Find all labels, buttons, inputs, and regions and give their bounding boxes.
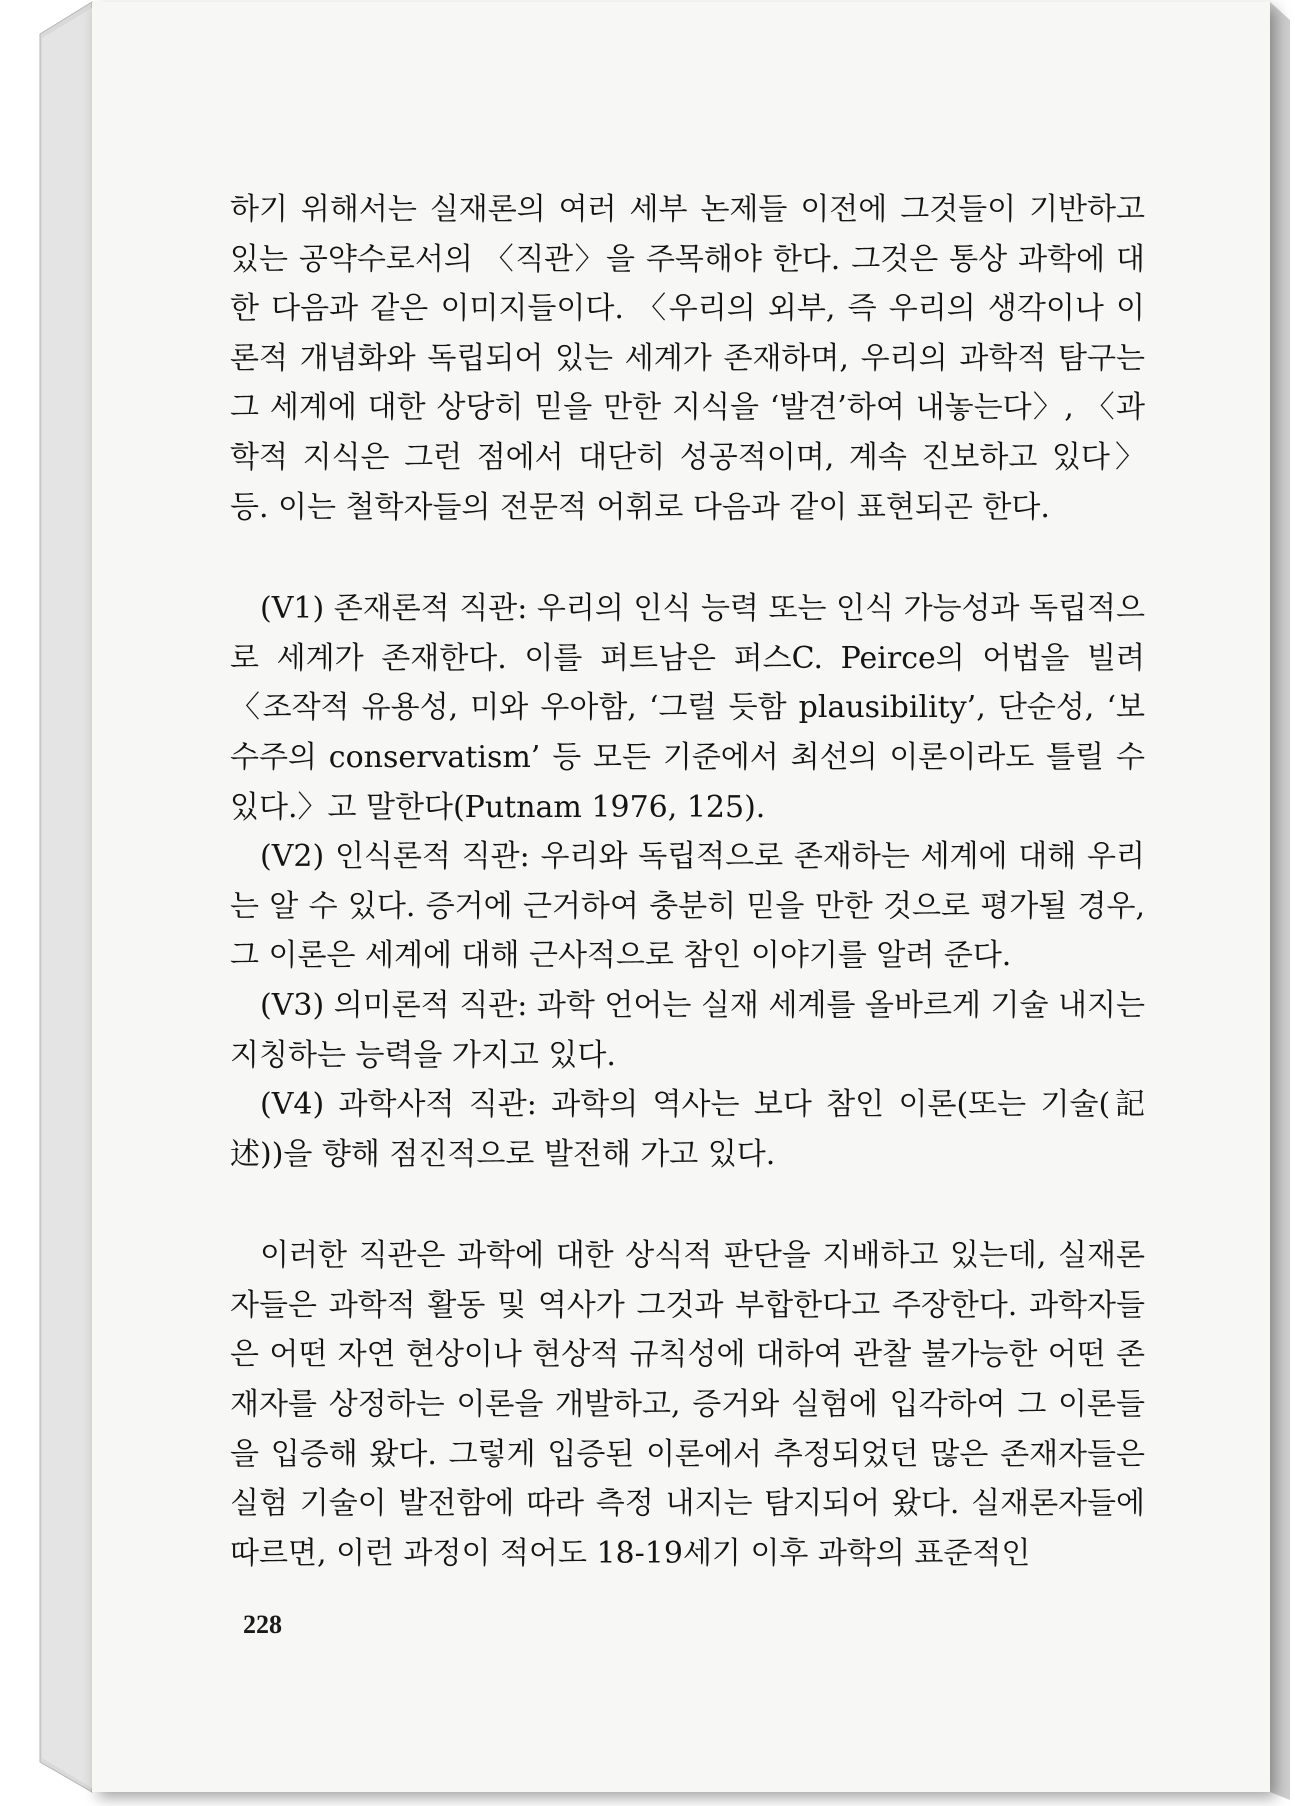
paragraph-closing: 이러한 직관은 과학에 대한 상식적 판단을 지배하고 있는데, 실재론자들은 과학적 활동 및 역사가 그것과 부합한다고 주장한다. 과학자들은 어떤 자연 현상이나 현상적 규칙성에 대하여 관찰 불가능한 어떤 존재자를 상정하는 이론을 개발하고, 증거와 실험에 입각하여 그 이론들을 입증해 왔다. 그렇게 입증된 이론에서 추정되었던 많은 존재자들은 실험 기술이 발전함에 따라 측정 내지는 탐지되어 왔다. 실재론자들에 따르면, 이런 과정이 적어도 18-19세기 이후 과학의 표준적인 xyxy=(230,1238,1145,1571)
paragraph-intro: 하기 위해서는 실재론의 여러 세부 논제들 이전에 그것들이 기반하고 있는 공약수로서의 〈직관〉을 주목해야 한다. 그것은 통상 과학에 대한 다음과 같은 이미지들이다. 〈우리의 외부, 즉 우리의 생각이나 이론적 개념화와 독립되어 있는 세계가 존재하며, 우리의 과학적 탐구는 그 세계에 대한 상당히 믿을 만한 지식을 ‘발견’하여 내놓는다〉, 〈과학적 지식은 그런 점에서 대단히 성공적이며, 계속 진보하고 있다〉 등. 이는 철학자들의 전문적 어휘로 다음과 같이 표현되곤 한다. xyxy=(230,192,1145,525)
paragraph-v3: (V3) 의미론적 직관: 과학 언어는 실재 세계를 올바르게 기술 내지는 지칭하는 능력을 가지고 있다. xyxy=(230,987,1145,1073)
paragraph-v1: (V1) 존재론적 직관: 우리의 인식 능력 또는 인식 가능성과 독립적으로 세계가 존재한다. 이를 퍼트남은 퍼스C. Peirce의 어법을 빌려 〈조작적 유용성, 미와 우아함, ‘그럴 듯함 plausibility’, 단순성, ‘보수주의 conservatism’ 등 모든 기준에서 최선의 이론이라도 틀릴 수 있다.〉고 말한다(Putnam 1976, 125). xyxy=(230,591,1145,825)
paragraph-v2: (V2) 인식론적 직관: 우리와 독립적으로 존재하는 세계에 대해 우리는 알 수 있다. 증거에 근거하여 충분히 믿을 만한 것으로 평가될 경우, 그 이론은 세계에 대해 근사적으로 참인 이야기를 알려 준다. xyxy=(230,839,1145,974)
page-number: 228 xyxy=(243,1610,282,1639)
paragraph-v4: (V4) 과학사적 직관: 과학의 역사는 보다 참인 이론(또는 기술(記述))을 향해 점진적으로 발전해 가고 있다. xyxy=(230,1087,1145,1172)
paragraph-gap xyxy=(230,532,1145,584)
page-body xyxy=(230,185,1145,1578)
paragraph-gap xyxy=(230,1179,1145,1231)
